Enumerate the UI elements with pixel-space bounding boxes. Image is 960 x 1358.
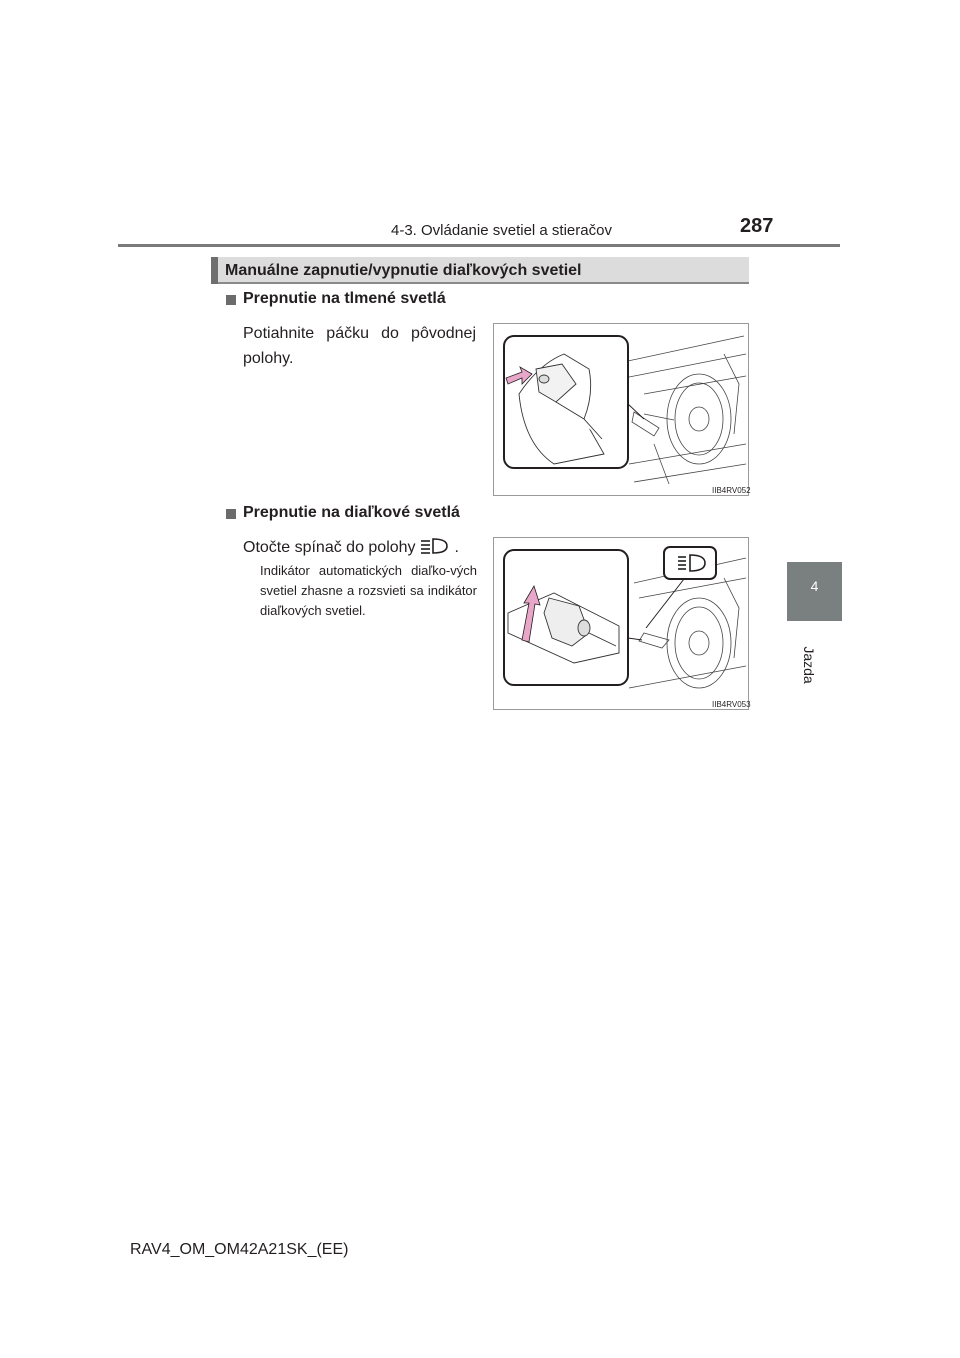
page-number: 287 — [740, 215, 774, 237]
bullet-square-icon — [226, 509, 236, 519]
item-body-text-end: . — [454, 539, 459, 556]
item-note-high-beam: Indikátor automatických diaľko-vých svetiel zhasne a rozsvieti sa indikátor diaľkových svetiel. — [260, 563, 477, 618]
lever-push-illustration — [494, 538, 748, 709]
header-rule — [118, 244, 840, 247]
lever-pull-illustration — [494, 324, 748, 495]
item-title-low-beam: Prepnutie na tlmené svetlá — [243, 290, 446, 307]
document-code: RAV4_OM_OM42A21SK_(EE) — [130, 1241, 349, 1258]
chapter-number: 4 — [810, 578, 819, 594]
bullet-square-icon — [226, 295, 236, 305]
item-body-text: Otočte spínač do polohy — [243, 539, 416, 556]
item-body-high-beam — [243, 535, 459, 560]
chapter-label: Jazda — [801, 646, 817, 684]
item-title-high-beam: Prepnutie na diaľkové svetlá — [243, 504, 460, 521]
figure-low-beam — [493, 323, 749, 496]
section-heading: Manuálne zapnutie/vypnutie diaľkových svetiel — [225, 262, 582, 279]
figure-code-low-beam: IIB4RV052 — [712, 486, 751, 495]
high-beam-icon — [420, 537, 450, 555]
section-title: 4-3. Ovládanie svetiel a stieračov — [391, 222, 612, 239]
figure-code-high-beam: IIB4RV053 — [712, 700, 751, 709]
item-body-low-beam: Potiahnite páčku do pôvodnej polohy. — [243, 325, 476, 367]
figure-high-beam — [493, 537, 749, 710]
